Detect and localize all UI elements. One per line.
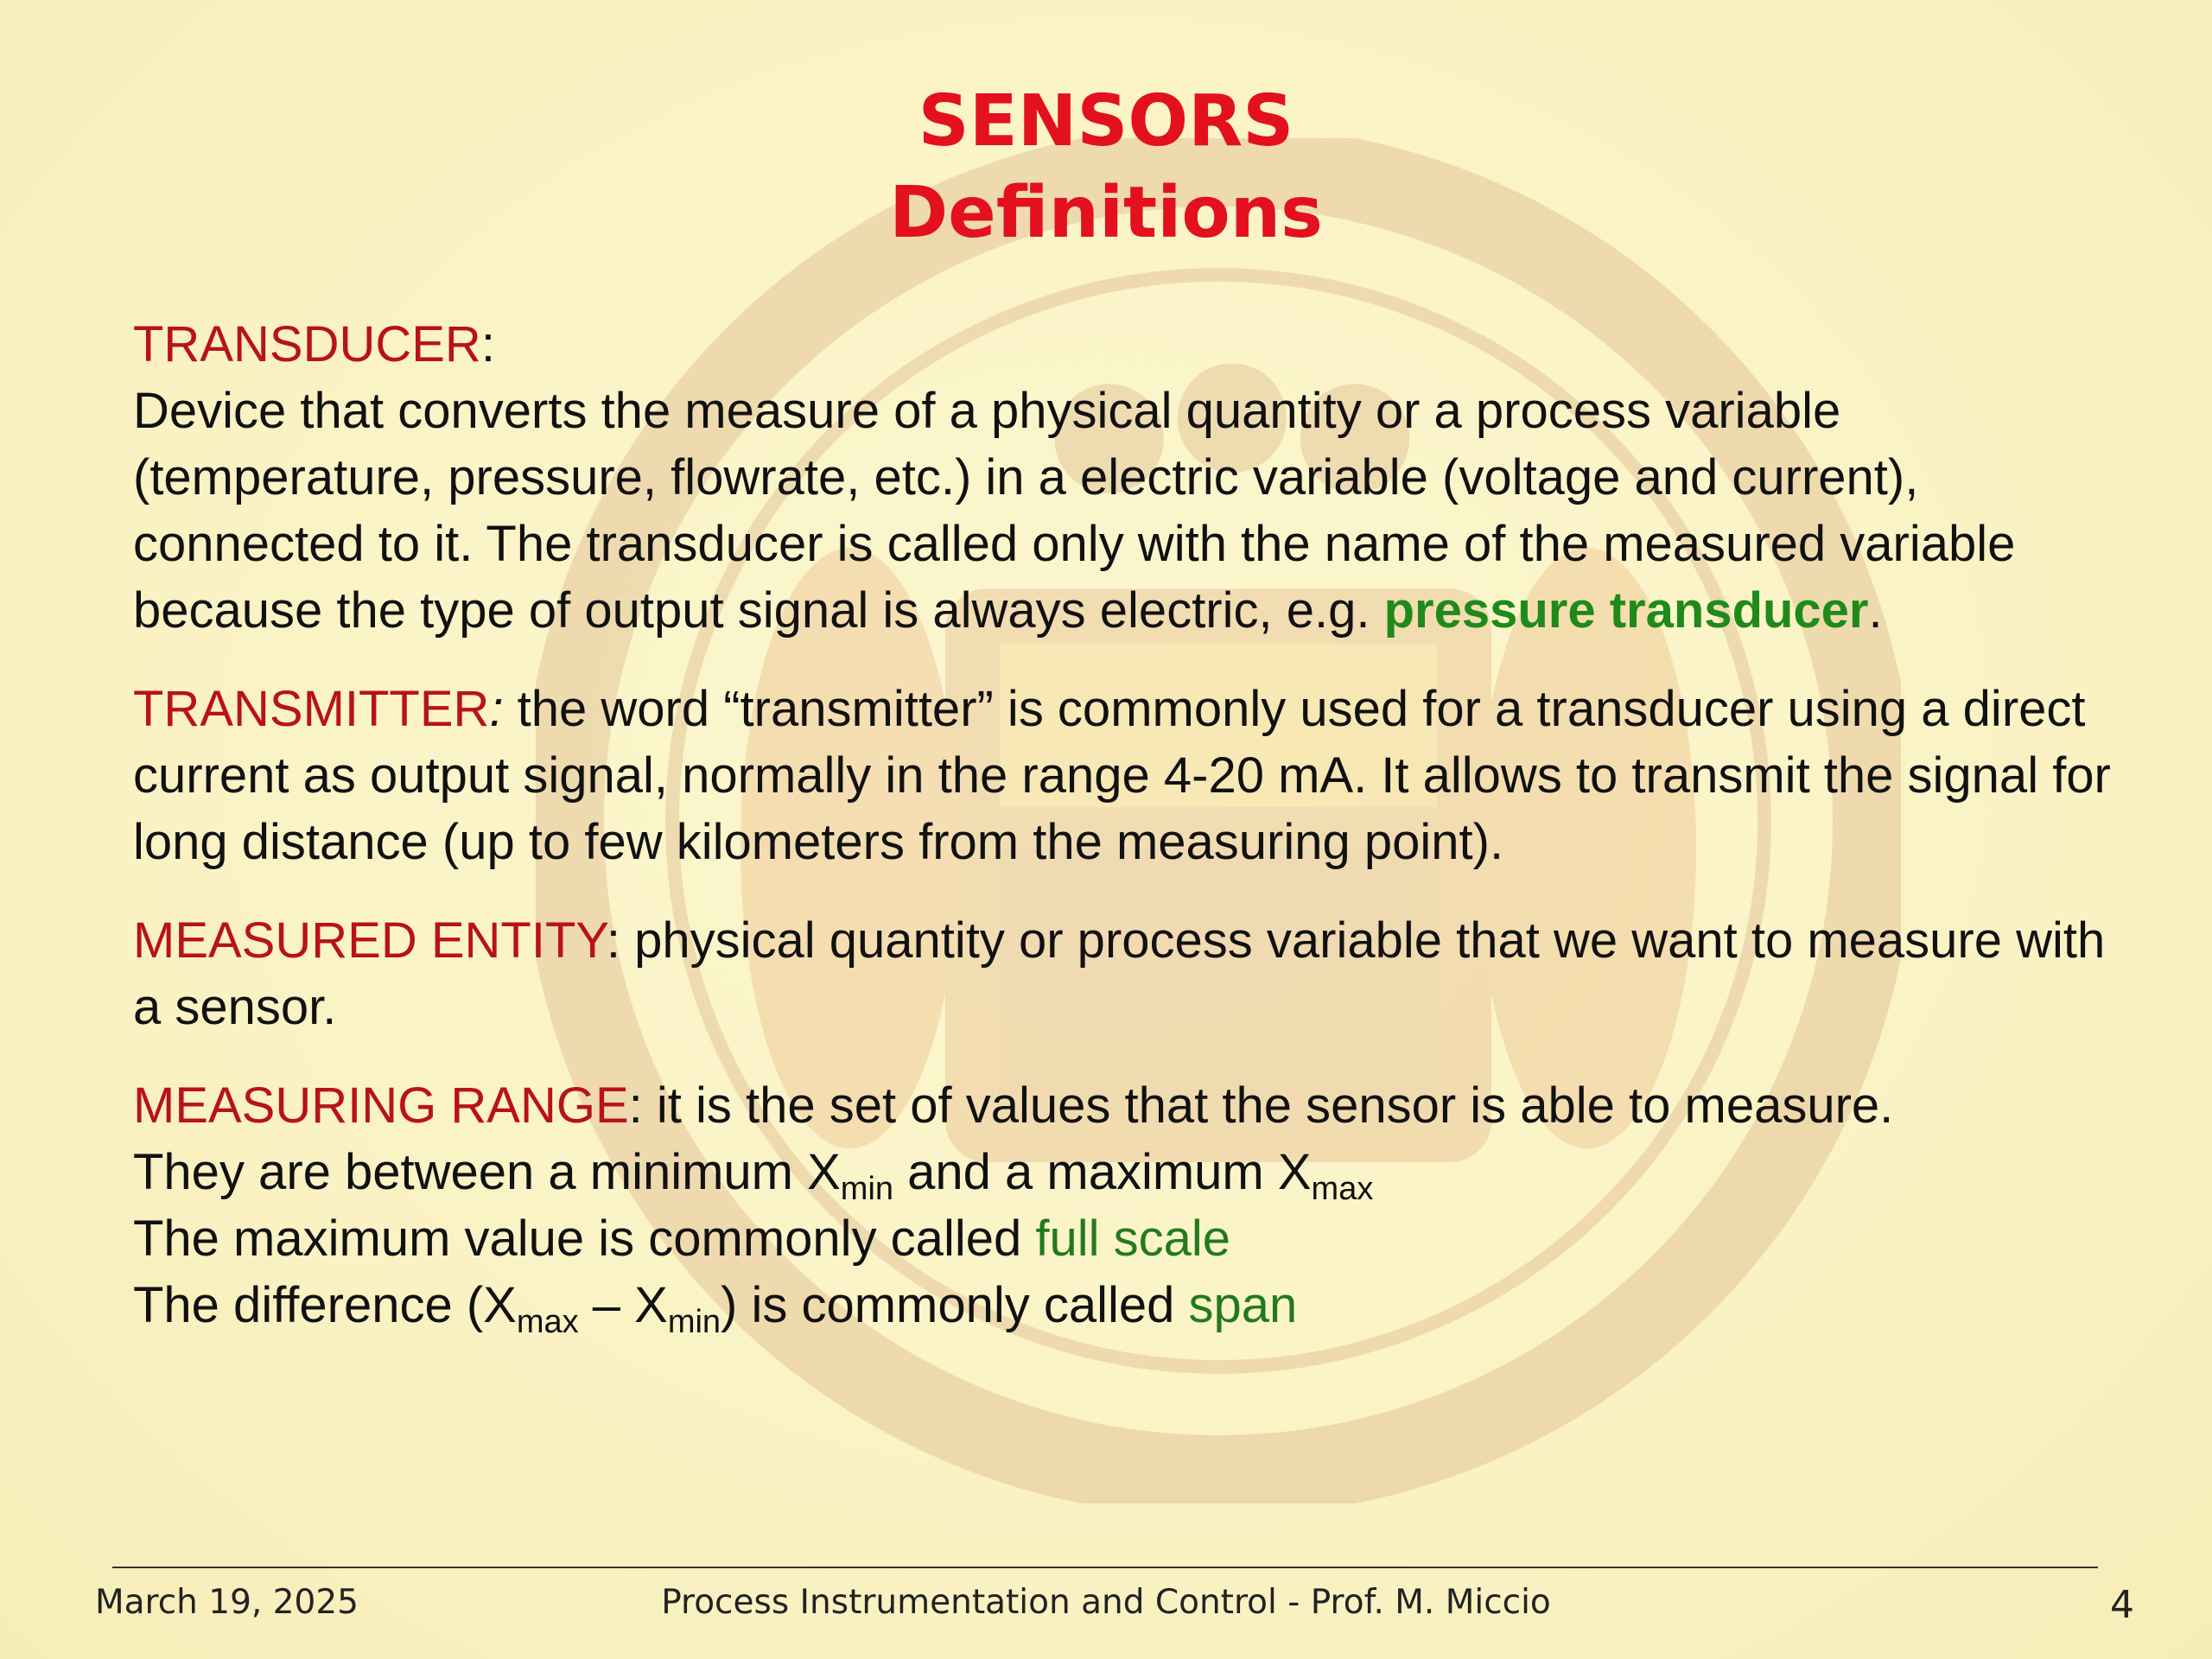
transducer-example: pressure transducer	[1383, 582, 1869, 639]
span-subscript-min: min	[667, 1304, 721, 1340]
transducer-end: .	[1868, 582, 1883, 639]
term-measuring-range: MEASURING RANGE	[133, 1077, 629, 1134]
footer-course: Process Instrumentation and Control - Prof. M. Miccio	[661, 1583, 1551, 1622]
span-subscript-max: max	[516, 1304, 579, 1340]
measuring-range-line4-mid: – X	[578, 1277, 668, 1333]
subscript-min: min	[840, 1171, 894, 1207]
term-measured-entity: MEASURED ENTITY	[133, 912, 607, 969]
slide-title	[0, 76, 2212, 259]
measuring-range-line4a: The difference (X	[133, 1277, 517, 1333]
term-transmitter: TRANSMITTER	[133, 681, 490, 737]
footer-date: March 19, 2025	[95, 1583, 359, 1622]
transmitter-definition	[133, 676, 2120, 875]
measured-entity-text: : physical quantity or process variable that we want to measure with a sensor.	[133, 912, 2106, 1035]
transmitter-text: the word “transmitter” is commonly used for a transducer using a direct current as output signal, normally in the range 4-20 mA. It allows to transmit the signal for long distance (up to few kilometers from the measuring point).	[133, 681, 2111, 870]
measuring-range-line2a: They are between a minimum X	[133, 1144, 841, 1200]
measured-entity-definition	[133, 907, 2120, 1040]
measuring-range-line1: : it is the set of values that the sensor is able to measure.	[628, 1077, 1894, 1134]
title-line-2: Definitions	[889, 172, 1323, 254]
transmitter-colon: :	[489, 681, 504, 737]
transducer-definition	[133, 311, 2120, 644]
measuring-range-line3: The maximum value is commonly called	[133, 1211, 1036, 1267]
transducer-text: Device that converts the measure of a physical quantity or a process variable (temperature, pressure, flowrate, etc.) in a electric variable (voltage and current), connected to it. The transducer is called only with the name of the measured variable because the type of output signal is always electric, e.g.	[133, 383, 2016, 639]
measuring-range-line4b: ) is commonly called	[721, 1277, 1189, 1333]
full-scale-term: full scale	[1035, 1211, 1230, 1267]
definitions-body	[133, 311, 2120, 1370]
title-line-1: SENSORS	[918, 80, 1294, 162]
measuring-range-line2b: and a maximum X	[893, 1144, 1312, 1200]
measuring-range-definition	[133, 1072, 2120, 1338]
transducer-colon: :	[480, 316, 495, 372]
subscript-max: max	[1311, 1171, 1374, 1207]
span-term: span	[1188, 1277, 1298, 1333]
page-number: 4	[2110, 1583, 2134, 1627]
term-transducer: TRANSDUCER	[133, 316, 481, 372]
footer-divider	[112, 1567, 2098, 1568]
